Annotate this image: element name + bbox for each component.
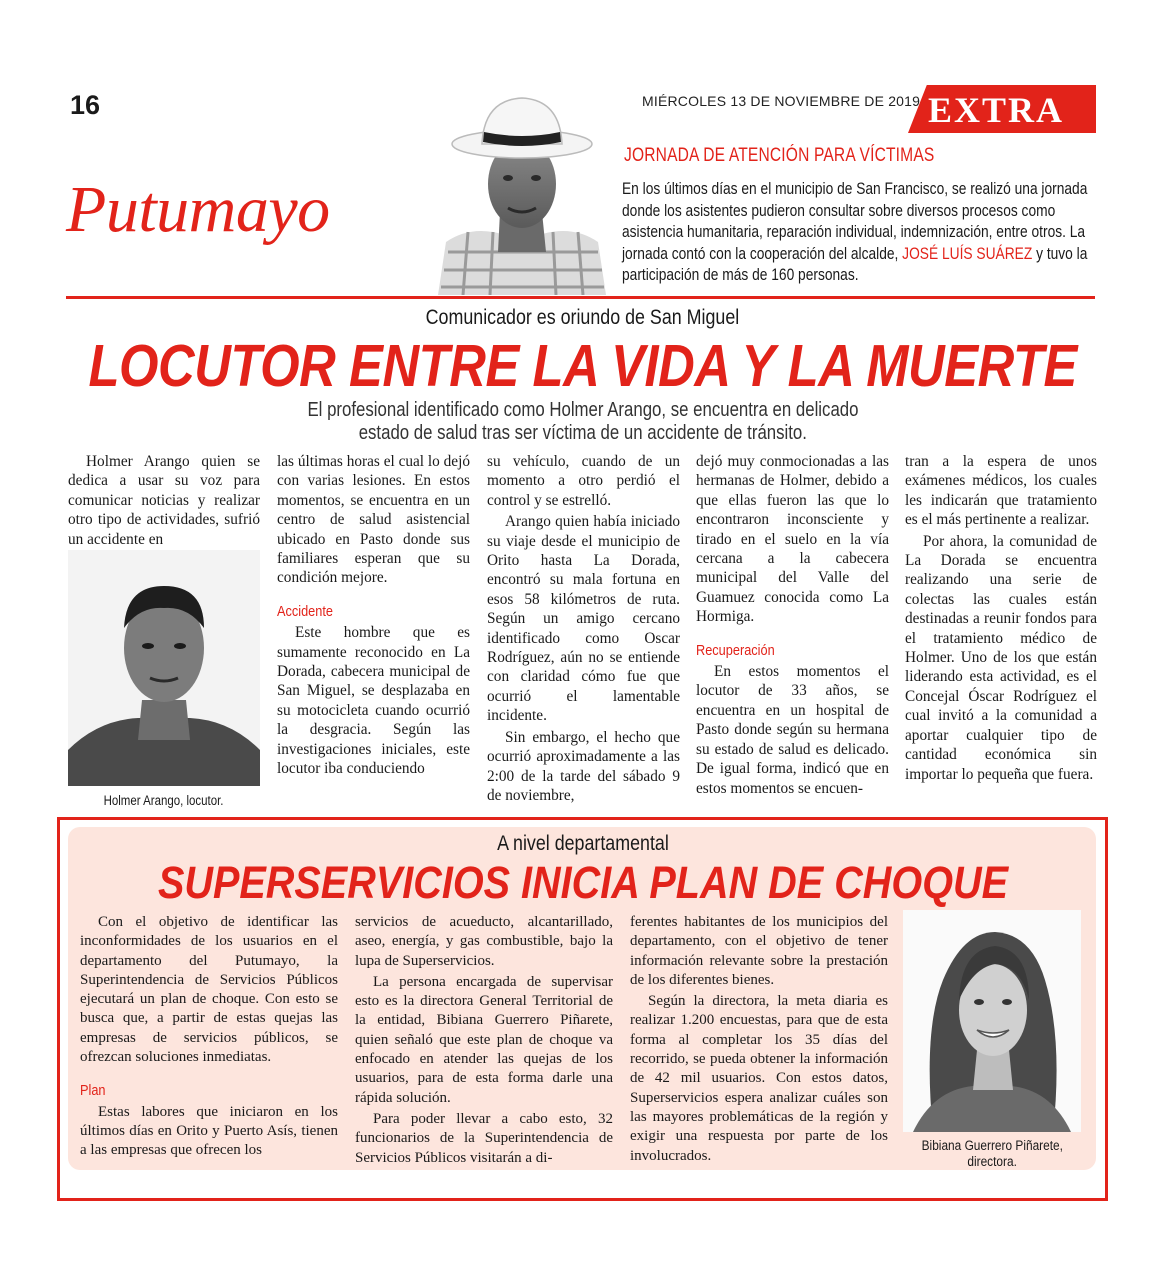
article1-column-2 (277, 452, 470, 781)
article1-column-3 (487, 452, 680, 807)
photo-caption-bibiana: Bibiana Guerrero Piñarete, directora. (921, 1138, 1063, 1169)
brief-title: JORNADA DE ATENCIÓN PARA VÍCTIMAS (624, 145, 935, 166)
article1-column-4 (696, 452, 889, 800)
subheading-recuperacion: Recuperación (696, 641, 775, 659)
publication-date: MIÉRCOLES 13 DE NOVIEMBRE DE 2019 (642, 93, 921, 109)
section-title: Putumayo (66, 173, 330, 246)
subheading-accidente: Accidente (277, 602, 333, 620)
photo-caption-holmer: Holmer Arango, locutor. (104, 793, 224, 808)
holmer-arango-photo (68, 550, 260, 786)
article2-column-1 (80, 913, 338, 1163)
brief-text-end: y tuvo la participación de más de 160 personas. (622, 243, 1088, 284)
extra-logo: EXTRA (928, 90, 1065, 130)
paragraph: En estos momentos el locutor de 33 años, se encuentra en un hospital de Pasto donde según su hermana su estado de salud es delicado. De igual forma, indicó que en estos momentos se encuen- (696, 663, 889, 797)
paragraph: tran a la espera de unos exámenes médicos, los cuales les indicarán que tratamiento es el más pertinente a realizar. (905, 453, 1097, 529)
article2-column-2 (355, 913, 613, 1170)
brief-text-start: En los últimos días en el municipio de San Francisco, se realizó una jornada donde los asistentes pudieron consultar sobre diversos procesos como asistencia humanitaria, reparación individual, indemnización, entre otros. La jornada contó con la cooperación del alcalde, (622, 179, 1088, 263)
paragraph: Este hombre que es sumamente reconocido en La Dorada, cabecera municipal de San Miguel, se desplazaba en su motocicleta cuando ocurrió la desgracia. Según las investigaciones iniciales, este locutor iba conduciendo (277, 624, 470, 778)
article1-headline: LOCUTOR ENTRE LA VIDA Y LA MUERTE (88, 333, 1077, 399)
article1-column-5 (905, 452, 1097, 786)
article2-column-3 (630, 913, 888, 1168)
paragraph: Estas labores que iniciaron en los últimos días en Orito y Puerto Asís, tienen a las empresas que ofrecen los (80, 1103, 338, 1159)
article1-subhead: El profesional identificado como Holmer Arango, se encuentra en delicado estado de salud tras ser víctima de un accidente de tránsito. (306, 399, 858, 444)
paragraph: las últimas horas el cual lo dejó con varias lesiones. En estos momentos, se encuentra en un centro de salud asistencial ubicado en Pasto donde sus familiares esperan que su condición mejore. (277, 453, 470, 587)
man-in-white-hat-photo (438, 92, 606, 295)
paragraph: Sin embargo, el hecho que ocurrió aproximadamente a las 2:00 de la tarde del sábado 9 de noviembre, (487, 728, 680, 804)
paragraph: Según la directora, la meta diaria es realizar 1.200 encuestas, para que de esta forma al completar los 35 días del recorrido, se pueda obtener la información de 42 mil usuarios. Con estos datos, Superservicios espera analizar cuáles son las mayores problemáticas de la región y exigir una respuesta por parte de los involucrados. (630, 993, 888, 1164)
page-number: 16 (70, 90, 101, 120)
paragraph: Arango quien había iniciado su viaje desde el municipio de Orito hasta La Dorada, encontró su mala fortuna en esos 58 kilómetros de ruta. Según un amigo cercano identificado como Oscar Rodríguez, aún no se entiende con claridad cómo fue que ocurrió el lamentable incidente. (487, 513, 680, 725)
bibiana-guerrero-photo (903, 910, 1081, 1132)
paragraph: ferentes habitantes de los municipios del departamento, con el objetivo de tener información relevante sobre la prestación de los diferentes bienes. (630, 914, 888, 988)
paragraph: Holmer Arango quien se dedica a usar su voz para comunicar noticias y realizar otro tipo de actividades, sufrió un accidente en (68, 453, 260, 548)
paragraph: Por ahora, la comunidad de La Dorada se encuentra realizando una serie de colectas las cuales están destinadas a reunir fondos para el tratamiento médico de Holmer. Uno de los que están liderando esta actividad, es el Concejal Óscar Rodríguez el cual invitó a la comunidad a aportar cualquier tipo de cantidad económica sin importar lo pequeña que fuera. (905, 532, 1097, 783)
article2-kicker: A nivel departamental (496, 832, 669, 855)
paragraph: La persona encargada de supervisar esto es la directora General Territorial de la entidad, Bibiana Guerrero Piñarete, quien señaló que este plan de choque va enfocado en atender las quejas de los usuarios, para de esta forma darle una rápida solución. (355, 973, 613, 1106)
article1-kicker: Comunicador es oriundo de San Miguel (425, 306, 740, 329)
paragraph: servicios de acueducto, alcantarillado, aseo, energía, y gas combustible, bajo la lupa de Superservicios. (355, 914, 613, 969)
article2-headline: SUPERSERVICIOS INICIA PLAN DE CHOQUE (157, 857, 1008, 908)
article1-column-1 (68, 452, 260, 551)
paragraph: Para poder llevar a cabo esto, 32 funcionarios de la Superintendencia de Servicios Públicos visitarán a di- (355, 1110, 613, 1166)
paragraph: dejó muy conmocionadas a las hermanas de Holmer, debido a que ellas fueron las que lo encontraron inconsciente y tirado en el suelo en la vía cercana a la cabecera municipal del Valle del Guamuez conocida como La Hormiga. (696, 453, 889, 626)
header-rule (66, 296, 1095, 299)
paragraph: su vehículo, cuando de un momento a otro perdió el control y se estrelló. (487, 453, 680, 509)
paragraph: Con el objetivo de identificar las inconformidades de los usuarios en el departamento del Putumayo, la Superintendencia de Servicios Públicos ejecutará un plan de choque. Con esto se busca que, a partir de estas quejas las empresas de servicios públicos, se ofrezcan soluciones inmediatas. (80, 914, 338, 1066)
subheading-plan: Plan (80, 1082, 106, 1100)
brief-highlight-name: JOSÉ LUÍS SUÁREZ (902, 243, 1033, 263)
brief-body (622, 178, 1092, 286)
